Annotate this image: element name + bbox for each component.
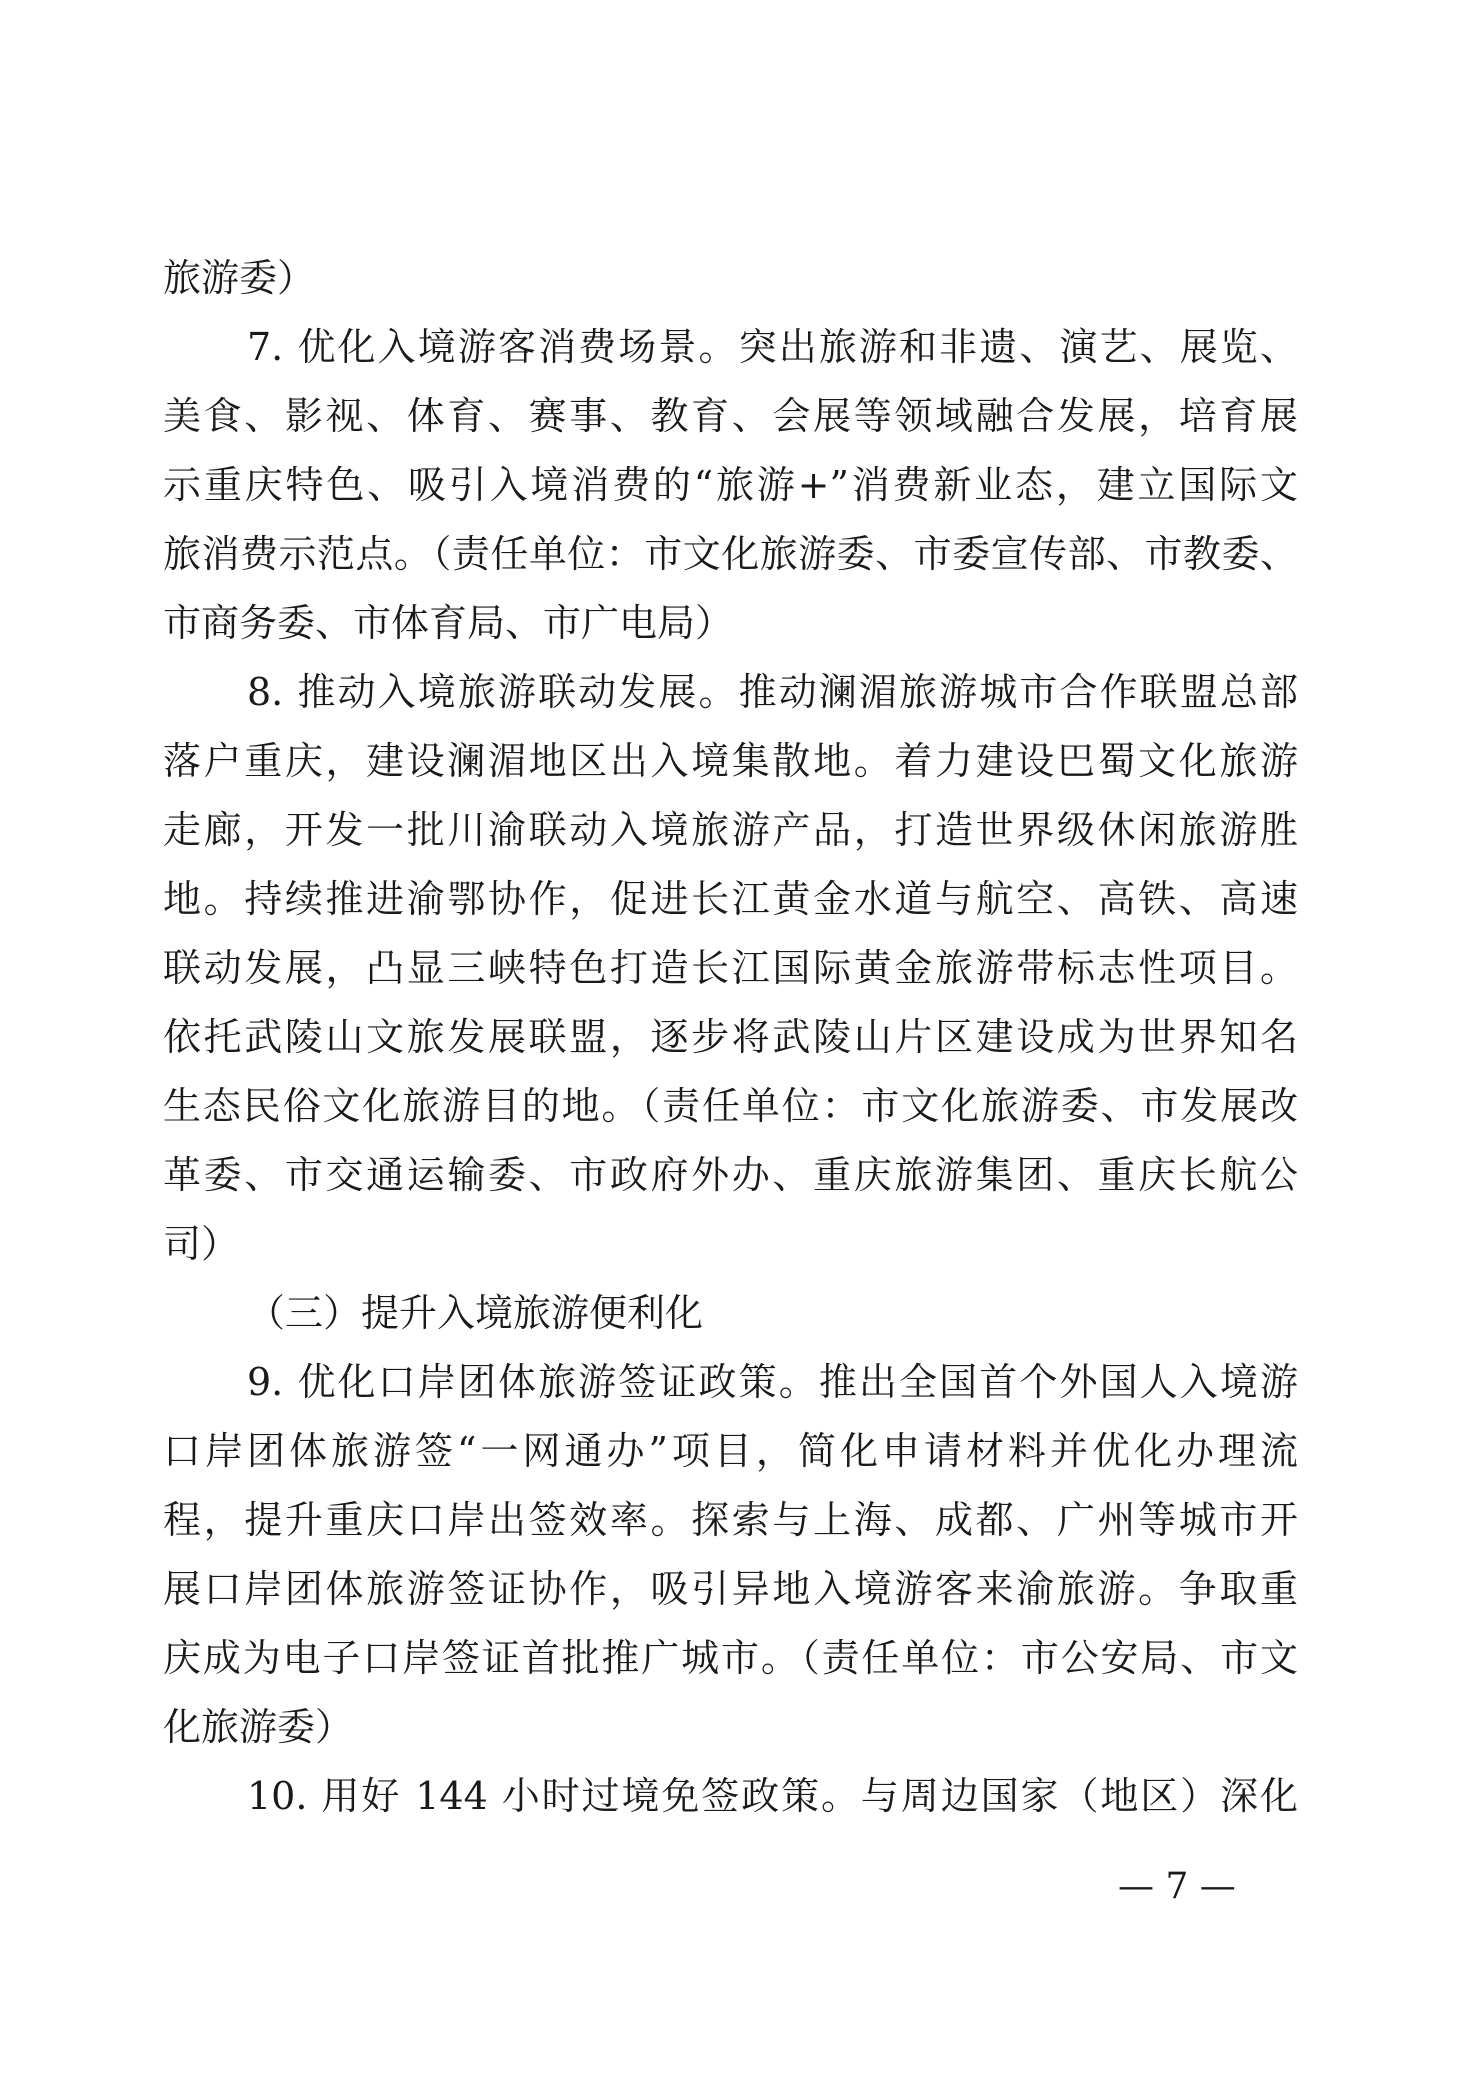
paragraph-line: 革委、市交通运输委、市政府外办、重庆旅游集团、重庆长航公 [163,1153,1298,1197]
paragraph-line: 7. 优化入境游客消费场景。突出旅游和非遗、演艺、展览、 [247,325,1298,369]
paragraph-line: 10. 用好 144 小时过境免签政策。与周边国家（地区）深化 [247,1774,1298,1818]
paragraph-line: 程，提升重庆口岸出签效率。探索与上海、成都、广州等城市开 [163,1498,1298,1542]
paragraph-line: 司） [163,1222,240,1266]
paragraph-line: 展口岸团体旅游签证协作，吸引异地入境游客来渝旅游。争取重 [163,1567,1298,1611]
paragraph-line: 示重庆特色、吸引入境消费的“旅游+”消费新业态，建立国际文 [163,463,1298,507]
page-number: — 7 — [1118,1866,1236,1907]
paragraph-line: 生态民俗文化旅游目的地。（责任单位：市文化旅游委、市发展改 [163,1084,1298,1128]
paragraph-line: 化旅游委） [163,1705,354,1749]
paragraph-line: 8. 推动入境旅游联动发展。推动澜湄旅游城市合作联盟总部 [247,670,1298,714]
section-heading: （三）提升入境旅游便利化 [247,1291,704,1335]
paragraph-line: 美食、影视、体育、赛事、教育、会展等领域融合发展，培育展 [163,394,1298,438]
paragraph-line: 庆成为电子口岸签证首批推广城市。（责任单位：市公安局、市文 [163,1636,1298,1680]
paragraph-line: 走廊，开发一批川渝联动入境旅游产品，打造世界级休闲旅游胜 [163,808,1298,852]
paragraph-line: 落户重庆，建设澜湄地区出入境集散地。着力建设巴蜀文化旅游 [163,739,1298,783]
paragraph-line: 旅消费示范点。（责任单位：市文化旅游委、市委宣传部、市教委、 [163,532,1298,576]
paragraph-line: 9. 优化口岸团体旅游签证政策。推出全国首个外国人入境游 [247,1360,1298,1404]
paragraph-line: 地。持续推进渝鄂协作，促进长江黄金水道与航空、高铁、高速 [163,877,1298,921]
paragraph-line: 旅游委） [163,256,316,300]
paragraph-line: 市商务委、市体育局、市广电局） [163,601,734,645]
paragraph-line: 口岸团体旅游签“一网通办”项目，简化申请材料并优化办理流 [163,1429,1298,1473]
paragraph-line: 依托武陵山文旅发展联盟，逐步将武陵山片区建设成为世界知名 [163,1015,1298,1059]
paragraph-line: 联动发展，凸显三峡特色打造长江国际黄金旅游带标志性项目。 [163,946,1298,990]
